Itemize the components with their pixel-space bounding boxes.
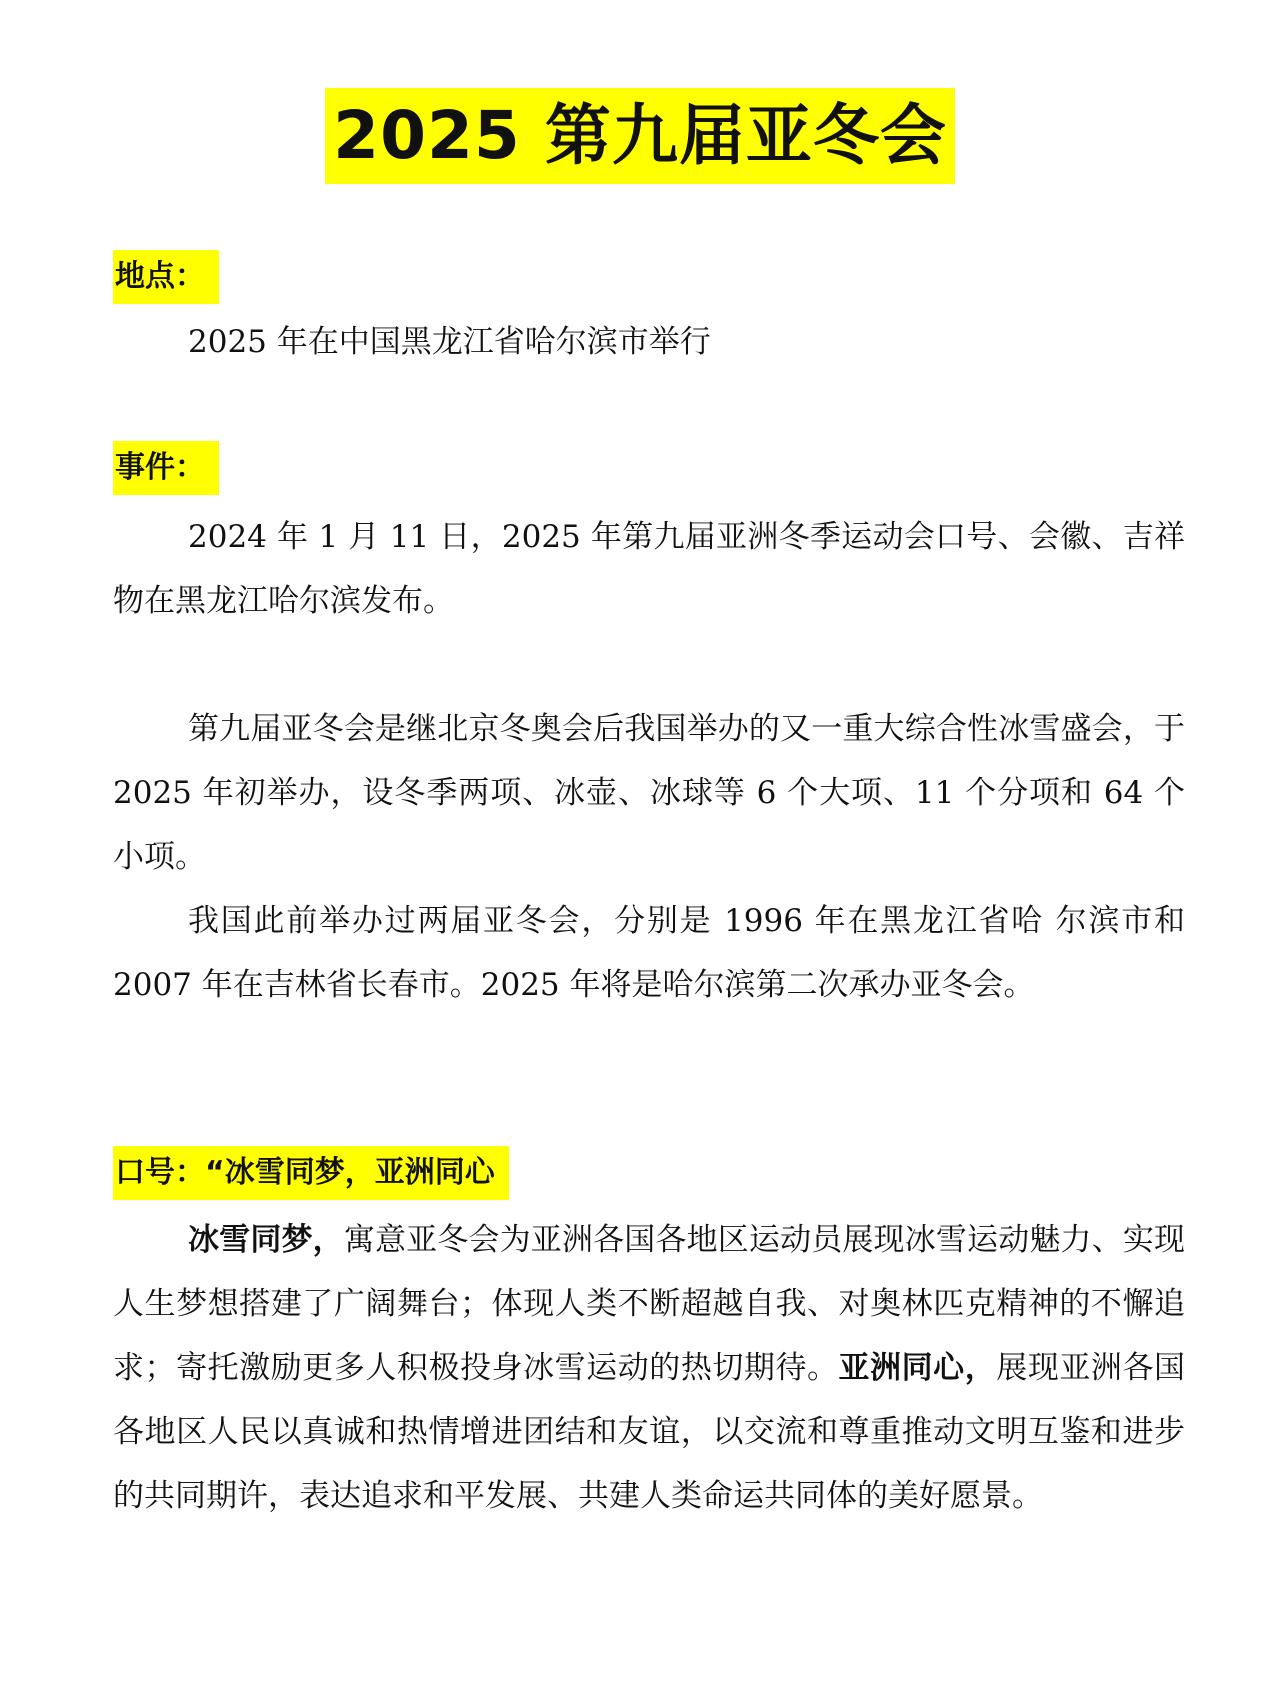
location-label: 地点： bbox=[113, 250, 219, 304]
slogan-paragraph bbox=[113, 1208, 1185, 1528]
event-paragraph-1: 2024 年 1 月 11 日，2025 年第九届亚洲冬季运动会口号、会徽、吉祥物在黑龙江哈尔滨发布。 bbox=[113, 519, 1185, 619]
title-container bbox=[0, 88, 1280, 184]
event-label: 事件： bbox=[113, 441, 219, 495]
slogan-bold-2: 亚洲同心， bbox=[838, 1350, 997, 1386]
event-paragraph-3: 我国此前举办过两届亚冬会，分别是 1996 年在黑龙江省哈 尔滨市和 2007 年在吉林省长春市。2025 年将是哈尔滨第二次承办亚冬会。 bbox=[113, 903, 1185, 1003]
slogan-text-2: 展现亚洲各国各地区人民以真诚和热情增进团结和友谊，以交流和尊重推动文明互鉴和进步的共同期许，表达追求和平发展、共建人类命运共同体的美好愿景。 bbox=[113, 1350, 1186, 1514]
slogan-label: 口号：“冰雪同梦，亚洲同心 bbox=[113, 1146, 509, 1200]
location-text: 2025 年在中国黑龙江省哈尔滨市举行 bbox=[188, 324, 711, 360]
slogan-bold-1: 冰雪同梦， bbox=[188, 1222, 344, 1258]
slogan-text-1: 寓意亚冬会为亚洲各国各地区运动员展现冰雪运动魅力、实现人生梦想搭建了广阔舞台；体现人类不断超越自我、对奥林匹克精神的不懈追求；寄托激励更多人积极投身冰雪运动的热切期待。 bbox=[113, 1222, 1186, 1386]
page-title: 2025 第九届亚冬会 bbox=[325, 88, 955, 184]
event-paragraph-2: 第九届亚冬会是继北京冬奥会后我国举办的又一重大综合性冰雪盛会，于 2025 年初举办，设冬季两项、冰壶、冰球等 6 个大项、11 个分项和 64 个小项。 bbox=[113, 711, 1185, 875]
